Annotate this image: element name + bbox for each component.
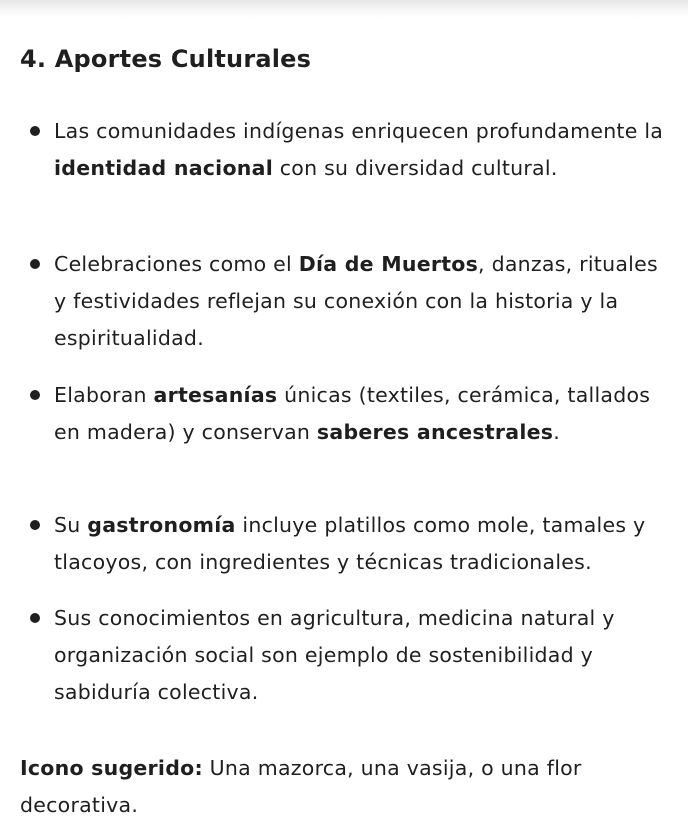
- list-item-knowledge: [54, 600, 674, 711]
- item-text: .: [553, 420, 560, 444]
- item-text: Sus conocimientos en agricultura, medicina natural y organización social son ejemplo de sostenibilidad y sabiduría colectiva.: [54, 606, 615, 704]
- item-bold-text: artesanías: [153, 383, 278, 407]
- item-bold-text: Día de Muertos: [298, 252, 479, 276]
- item-text: Su: [54, 513, 88, 537]
- item-bold-text: saberes ancestrales: [316, 420, 554, 444]
- item-text: únicas (textiles, cerámica, tallados en madera) y conservan: [54, 383, 651, 444]
- item-bold-text: gastronomía: [87, 513, 236, 537]
- item-text: Las comunidades indígenas enriquecen profundamente la: [54, 119, 664, 143]
- item-text: incluye platillos como mole, tamales y tlacoyos, con ingredientes y técnicas tradicionales.: [54, 513, 646, 574]
- list-item-celebrations: [54, 246, 674, 357]
- list-item-identity: [54, 113, 674, 187]
- list-item-crafts: [54, 377, 674, 451]
- item-text: , danzas, rituales y festividades reflejan su conexión con la historia y la espiritualidad.: [54, 252, 658, 350]
- suggested-icon-note: [20, 750, 670, 824]
- suggestion-label: Icono sugerido:: [20, 756, 203, 780]
- item-text: con su diversidad cultural.: [273, 156, 558, 180]
- item-bold-text: identidad nacional: [54, 156, 273, 180]
- item-text: Celebraciones como el: [54, 252, 299, 276]
- top-bar-shadow: [0, 0, 688, 18]
- section-title: 4. Aportes Culturales: [20, 45, 312, 73]
- item-text: Elaboran: [54, 383, 154, 407]
- suggestion-text: Una mazorca, una vasija, o una flor decorativa.: [20, 756, 582, 817]
- list-item-gastronomy: [54, 507, 674, 581]
